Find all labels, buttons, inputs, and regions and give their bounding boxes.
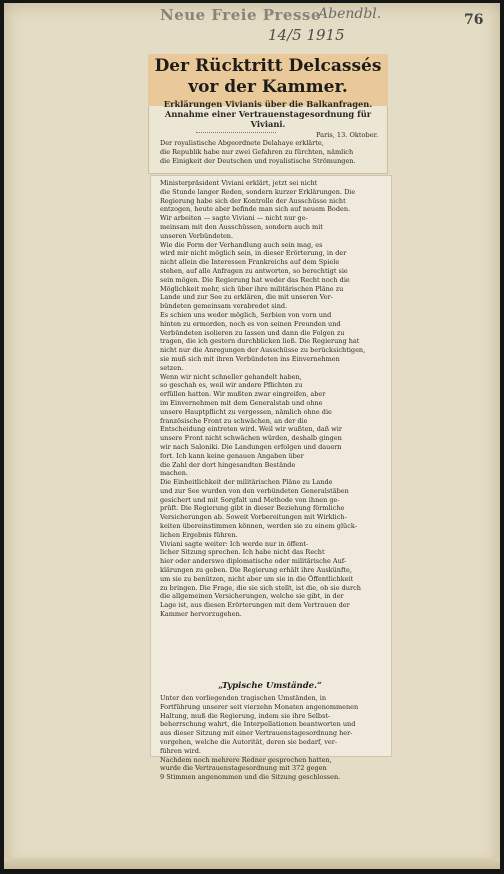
subhead-line-1: Erklärungen Vivianis über die Balkanfragen. [163, 99, 373, 109]
headline-line-2: vor der Kammer. [188, 77, 348, 97]
dateline-separator [196, 132, 276, 133]
subhead-line-3: Viviani. [250, 119, 286, 129]
handwritten-edition-note: Abendbl. [318, 6, 382, 22]
article-body-conclusion: Unter den vorliegenden tragischen Umständen, in Fortführung unserer seit vierzehn Monaten angenommenen Haltung, muß die Regierung, indem sie ihre Selbst- beherrschung wahrt, die Interpellationen beantworten und aus dieser Sitzung mit einer Vertrauenstagesordnung her- vorgehen, welche die Autorität, deren sie bedarf, ver- führen wird. Nachdem noch mehrere Redner gesprochen hatten, wurde die Vertrauenstagesordnung mit 372 gegen 9 Stimmen angenommen und die Sitzung geschlossen. [160, 694, 359, 782]
article-headline [148, 56, 388, 98]
headline-line-1: Der Rücktritt Delcassés [154, 56, 382, 76]
page-number: 76 [464, 12, 484, 28]
article-subhead [152, 99, 384, 129]
article-lead-paragraph: Der royalistische Abgeordnete Delahaye erklärte, die Republik habe nur zwei Gefahren zu fürchten, nämlich die Einigkeit der Deutschen und royalistische Strömungen. [160, 139, 356, 165]
article-body-main: Ministerpräsident Viviani erklärt, jetzt sei nicht die Stunde langer Reden, sondern kurzer Erklärungen. Die Regierung habe sich der Kontrolle der Ausschüsse nicht entzogen, heute aber befinde man sich auf neuem Boden. Wir arbeiten — sagte Viviani — nicht nur ge- meinsam mit den Ausschüssen, sondern auch mit unseren Verbündeten. Wie die Form der Verhandlung auch sein mag, es wird mir nicht möglich sein, in dieser Erörterung, in der nicht allein die Interessen Frankreichs auf dem Spiele stehen, auf alle Anfragen zu antworten, so berechtigt sie sein mögen. Die Regierung hat weder das Recht noch die Möglichkeit mehr, sich über ihre militärischen Pläne zu Lande und zur See zu erklären, die mit unseren Ver- bündeten gemeinsam verabredet sind. Es schien uns weder möglich, Serbien von vorn und hinten zu ermorden, noch es von seinen Freunden und Verbündeten isolieren zu lassen und dann die Folgen zu tragen, die ich gestern durchblicken ließ. Die Regierung hat nicht nur die Anregungen der Ausschüsse zu berücksichtigen, sie muß sich mit ihren Verbündeten ins Einvernehmen setzen. Wenn wir nicht schneller gehandelt haben, so geschah es, weil wir andere Pflichten zu erfüllen hatten. Wir mußten zwar eingreifen, aber im Einvernehmen mit dem Generalstab und ohne unsere Hauptpflicht zu vergessen, nämlich ohne die französische Front zu schwächen, an der die Entscheidung eintreten wird. Weil wir wußten, daß wir unsere Front nicht schwächen würden, deshalb gingen wir nach Saloniki. Die Landungen erfolgen und dauern fort. Ich kann keine genauen Angaben über die Zahl der dort hingesandten Bestände machen. Die Einheitlichkeit der militärischen Pläne zu Lande und zur See wurden von den verbündeten Generalstäben gesichert und mit Sorgfalt und Methode von ihnen ge- prüft. Die Regierung gibt in dieser Beziehung förmliche Versicherungen ab. Soweit Vorbereitungen mit Wirklich- keiten übereinstimmen können, werden sie zu einem glück- lichen Ergebnis führen. Viviani sagte weiter: Ich werde nur in öffent- licher Sitzung sprechen. Ich habe nicht das Recht hier oder anderswo diplomatische oder militärische Auf- klärungen zu geben. Die Regierung erhält ihre Auskünfte, um sie zu benützen, nicht aber um sie in die Öffentlichkeit zu bringen. Die Frage, die sie sich stellt, ist die, ob sie durch die allgemeinen Versicherungen, welche sie gibt, in der Lage ist, aus diesen Erörterungen mit dem Vertrauen der Kammer hervorzugehen. [160, 179, 366, 619]
handwritten-date: 14/5 1915 [268, 26, 345, 44]
section-heading: „Typische Umstände.“ [218, 681, 322, 691]
subhead-line-2: Annahme einer Vertrauenstagesordnung für [164, 109, 372, 119]
article-dateline: Paris, 13. Oktober. [316, 131, 379, 139]
newspaper-masthead: Neue Freie Presse [160, 6, 321, 24]
sheet-bottom-edge [4, 858, 500, 869]
